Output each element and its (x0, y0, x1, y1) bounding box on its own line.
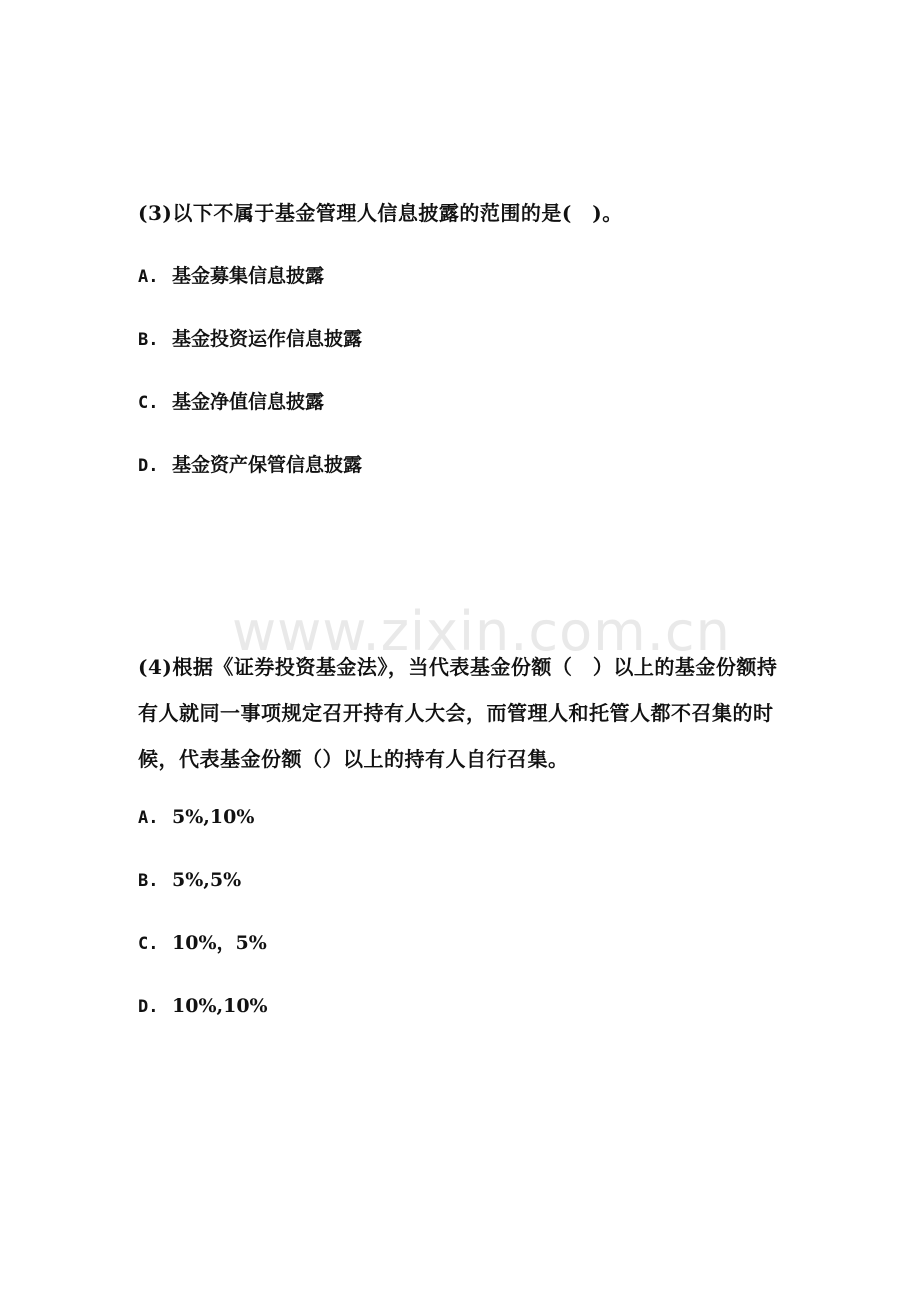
option-text: 5%,5% (172, 869, 242, 891)
option-c (138, 385, 788, 448)
option-list (138, 259, 788, 511)
option-letter: D. (138, 997, 159, 1017)
option-letter: A. (138, 808, 159, 828)
option-text: 基金资产保管信息披露 (172, 454, 363, 476)
option-letter: C. (138, 934, 159, 954)
option-d (138, 448, 788, 511)
option-c (138, 926, 788, 989)
option-letter: A. (138, 267, 159, 287)
option-list (138, 800, 788, 1052)
option-letter: D. (138, 456, 159, 476)
option-letter: C. (138, 393, 159, 413)
question-4 (138, 644, 788, 1052)
option-b (138, 863, 788, 926)
watermark: www.zixin.com.cn (232, 600, 731, 663)
question-stem: (3)以下不属于基金管理人信息披露的范围的是( )。 (138, 201, 623, 225)
option-text: 基金募集信息披露 (172, 265, 325, 287)
option-b (138, 322, 788, 385)
option-text: 基金净值信息披露 (172, 391, 325, 413)
option-letter: B. (138, 330, 159, 350)
question-3 (138, 196, 788, 511)
option-a (138, 259, 788, 322)
option-letter: B. (138, 871, 159, 891)
option-text: 10%，5% (172, 932, 267, 954)
option-d (138, 989, 788, 1052)
question-stem: (4)根据《证券投资基金法》，当代表基金份额（ ）以上的基金份额持有人就同一事项规定召开持有人大会，而管理人和托管人都不召集的时候，代表基金份额（）以上的持有人自行召集。 (138, 655, 778, 771)
option-text: 10%,10% (172, 995, 268, 1017)
option-text: 5%,10% (172, 806, 255, 828)
option-a (138, 800, 788, 863)
option-text: 基金投资运作信息披露 (172, 328, 363, 350)
